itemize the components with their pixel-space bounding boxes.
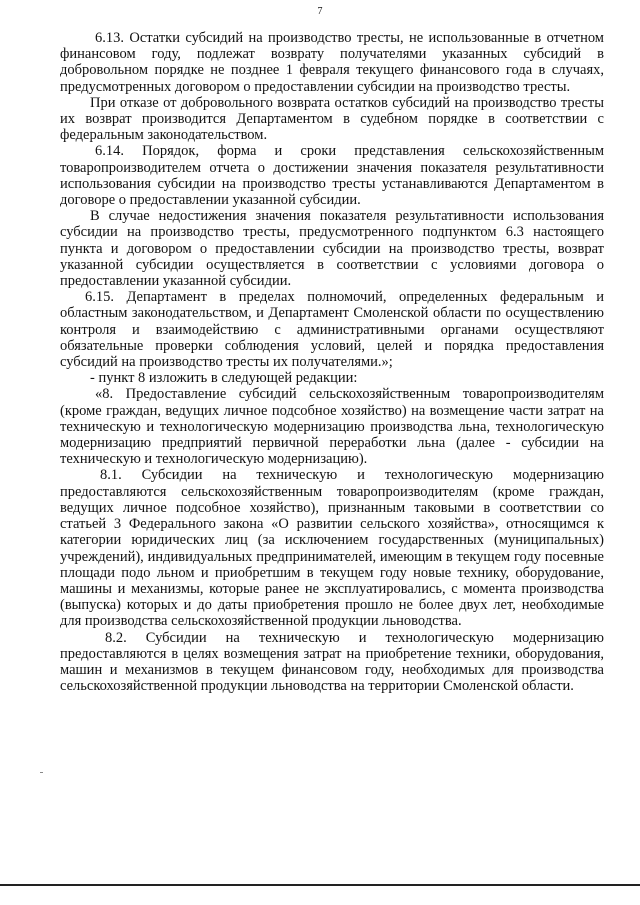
paragraph-8-2: 8.2. Субсидии на техническую и технологическую модернизацию предоставляются в целях возмещения затрат на приобретение техники, оборудования, машин и механизмов в текущем финансовом году, необходимых для производства сельскохозяйственной продукции льноводства на территории Смоленской области. <box>60 629 604 695</box>
paragraph-8: «8. Предоставление субсидий сельскохозяйственным товаропроизводителям (кроме граждан, ведущих личное подсобное хозяйство) на возмещение части затрат на техническую и технологическую модернизацию производства льна, технологическую модернизацию предприятий первичной переработки льна (далее - субсидии на техническую и технологическую модернизацию). <box>60 386 604 468</box>
paragraph-8-1: 8.1. Субсидии на техническую и технологическую модернизацию предоставляются сельскохозяйственным товаропроизводителям (кроме граждан, ведущих личное подсобное хозяйство), признанным таковыми в соответствии со статьей 3 Федерального закона «О развитии сельского хозяйства», относящимся к категории юридических лиц (за исключением государственных (муниципальных) учреждений), индивидуальных предпринимателей, имеющим в текущем году посевные площади подо льном и приобретшим в текущем году новые технику, оборудование, машины и механизмы, которые ранее не эксплуатировались, с момента производства (выпуска) которых и до даты приобретения прошло не более двух лет, необходимые для производства сельскохозяйственной продукции льноводства. <box>60 467 604 630</box>
paragraph-item-8-intro: - пункт 8 изложить в следующей редакции: <box>90 370 358 387</box>
paragraph-6-14: 6.14. Порядок, форма и сроки представления сельскохозяйственным товаропроизводителем отчета о достижении значения показателя результативности использования субсидии на производство тресты устанавливаются Департаментом в договоре о предоставлении указанной субсидии. <box>60 143 604 209</box>
paragraph-6-13-refusal: При отказе от добровольного возврата остатков субсидий на производство тресты их возврат производится Департаментом в судебном порядке в соответствии с федеральным законодательством. <box>60 94 604 144</box>
paragraph-6-14-nonachievement: В случае недостижения значения показателя результативности использования субсидии на производство тресты, предусмотренного подпунктом 6.3 настоящего пункта и договором о предоставлении субсидии на производство тресты, возврат указанной субсидии осуществляется в соответствии с условиями договора о предоставлении указанной субсидии. <box>60 208 604 290</box>
margin-mark <box>40 772 43 773</box>
page-bottom-rule <box>0 884 640 886</box>
paragraph-6-15: 6.15. Департамент в пределах полномочий, определенных федеральным и областным законодательством, и Департамент Смоленской области по осуществлению контроля и взаимодействию с административными органами осуществляют обязательные проверки соблюдения условий, целей и порядка предоставления субсидий на производство тресты их получателями.»; <box>60 289 604 371</box>
document-body <box>60 30 604 694</box>
page-number: 7 <box>317 6 323 17</box>
paragraph-6-13: 6.13. Остатки субсидий на производство тресты, не использованные в отчетном финансовом году, подлежат возврату получателями указанных субсидий в добровольном порядке не позднее 1 февраля текущего финансового года в случаях, предусмотренных договором о предоставлении субсидии на производство тресты. <box>60 30 604 95</box>
